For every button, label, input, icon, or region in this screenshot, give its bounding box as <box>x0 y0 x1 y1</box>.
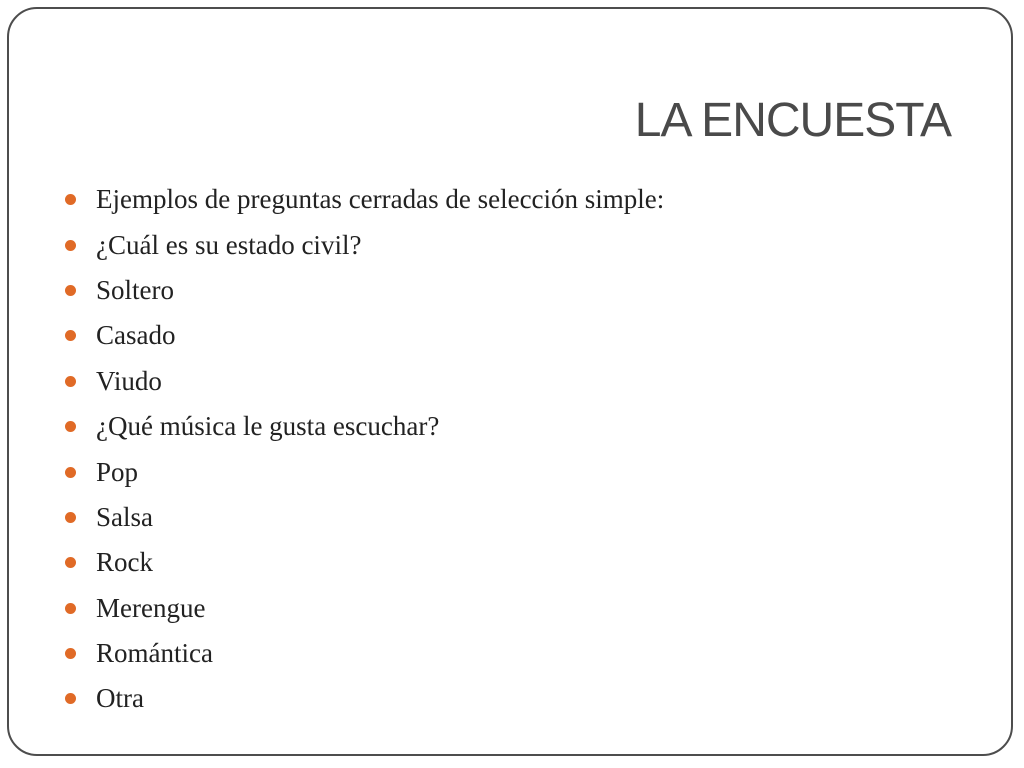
bullet-text: ¿Qué música le gusta escuchar? <box>96 411 440 442</box>
bullet-text: Romántica <box>96 638 213 669</box>
bullet-icon <box>65 240 76 251</box>
bullet-icon <box>65 557 76 568</box>
list-item <box>65 359 664 404</box>
list-item <box>65 676 664 721</box>
bullet-text: Rock <box>96 547 153 578</box>
bullet-text: Salsa <box>96 501 153 532</box>
bullet-icon <box>65 693 76 704</box>
list-item <box>65 495 664 540</box>
list-item <box>65 177 664 222</box>
list-item <box>65 540 664 585</box>
bullet-text: Merengue <box>96 592 206 623</box>
slide-title: LA ENCUESTA <box>634 94 951 147</box>
bullet-text: Ejemplos de preguntas cerradas de selección simple: <box>96 184 665 215</box>
list-item <box>65 222 664 267</box>
bullet-icon <box>65 330 76 341</box>
bullet-icon <box>65 512 76 523</box>
bullet-text: Pop <box>96 456 139 487</box>
bullet-icon <box>65 376 76 387</box>
list-item <box>65 586 664 631</box>
bullet-text: ¿Cuál es su estado civil? <box>96 229 362 260</box>
list-item <box>65 631 664 676</box>
bullet-text: Otra <box>96 683 144 714</box>
bullet-icon <box>65 194 76 205</box>
bullet-icon <box>65 285 76 296</box>
bullet-icon <box>65 648 76 659</box>
bullet-icon <box>65 603 76 614</box>
list-item <box>65 268 664 313</box>
list-item <box>65 313 664 358</box>
bullet-icon <box>65 467 76 478</box>
list-item <box>65 449 664 494</box>
list-item <box>65 404 664 449</box>
bullet-text: Soltero <box>96 274 174 305</box>
bullet-text: Viudo <box>96 365 162 396</box>
slide-frame <box>7 7 1013 756</box>
bullet-list <box>65 177 664 722</box>
bullet-text: Casado <box>96 320 176 351</box>
bullet-icon <box>65 421 76 432</box>
